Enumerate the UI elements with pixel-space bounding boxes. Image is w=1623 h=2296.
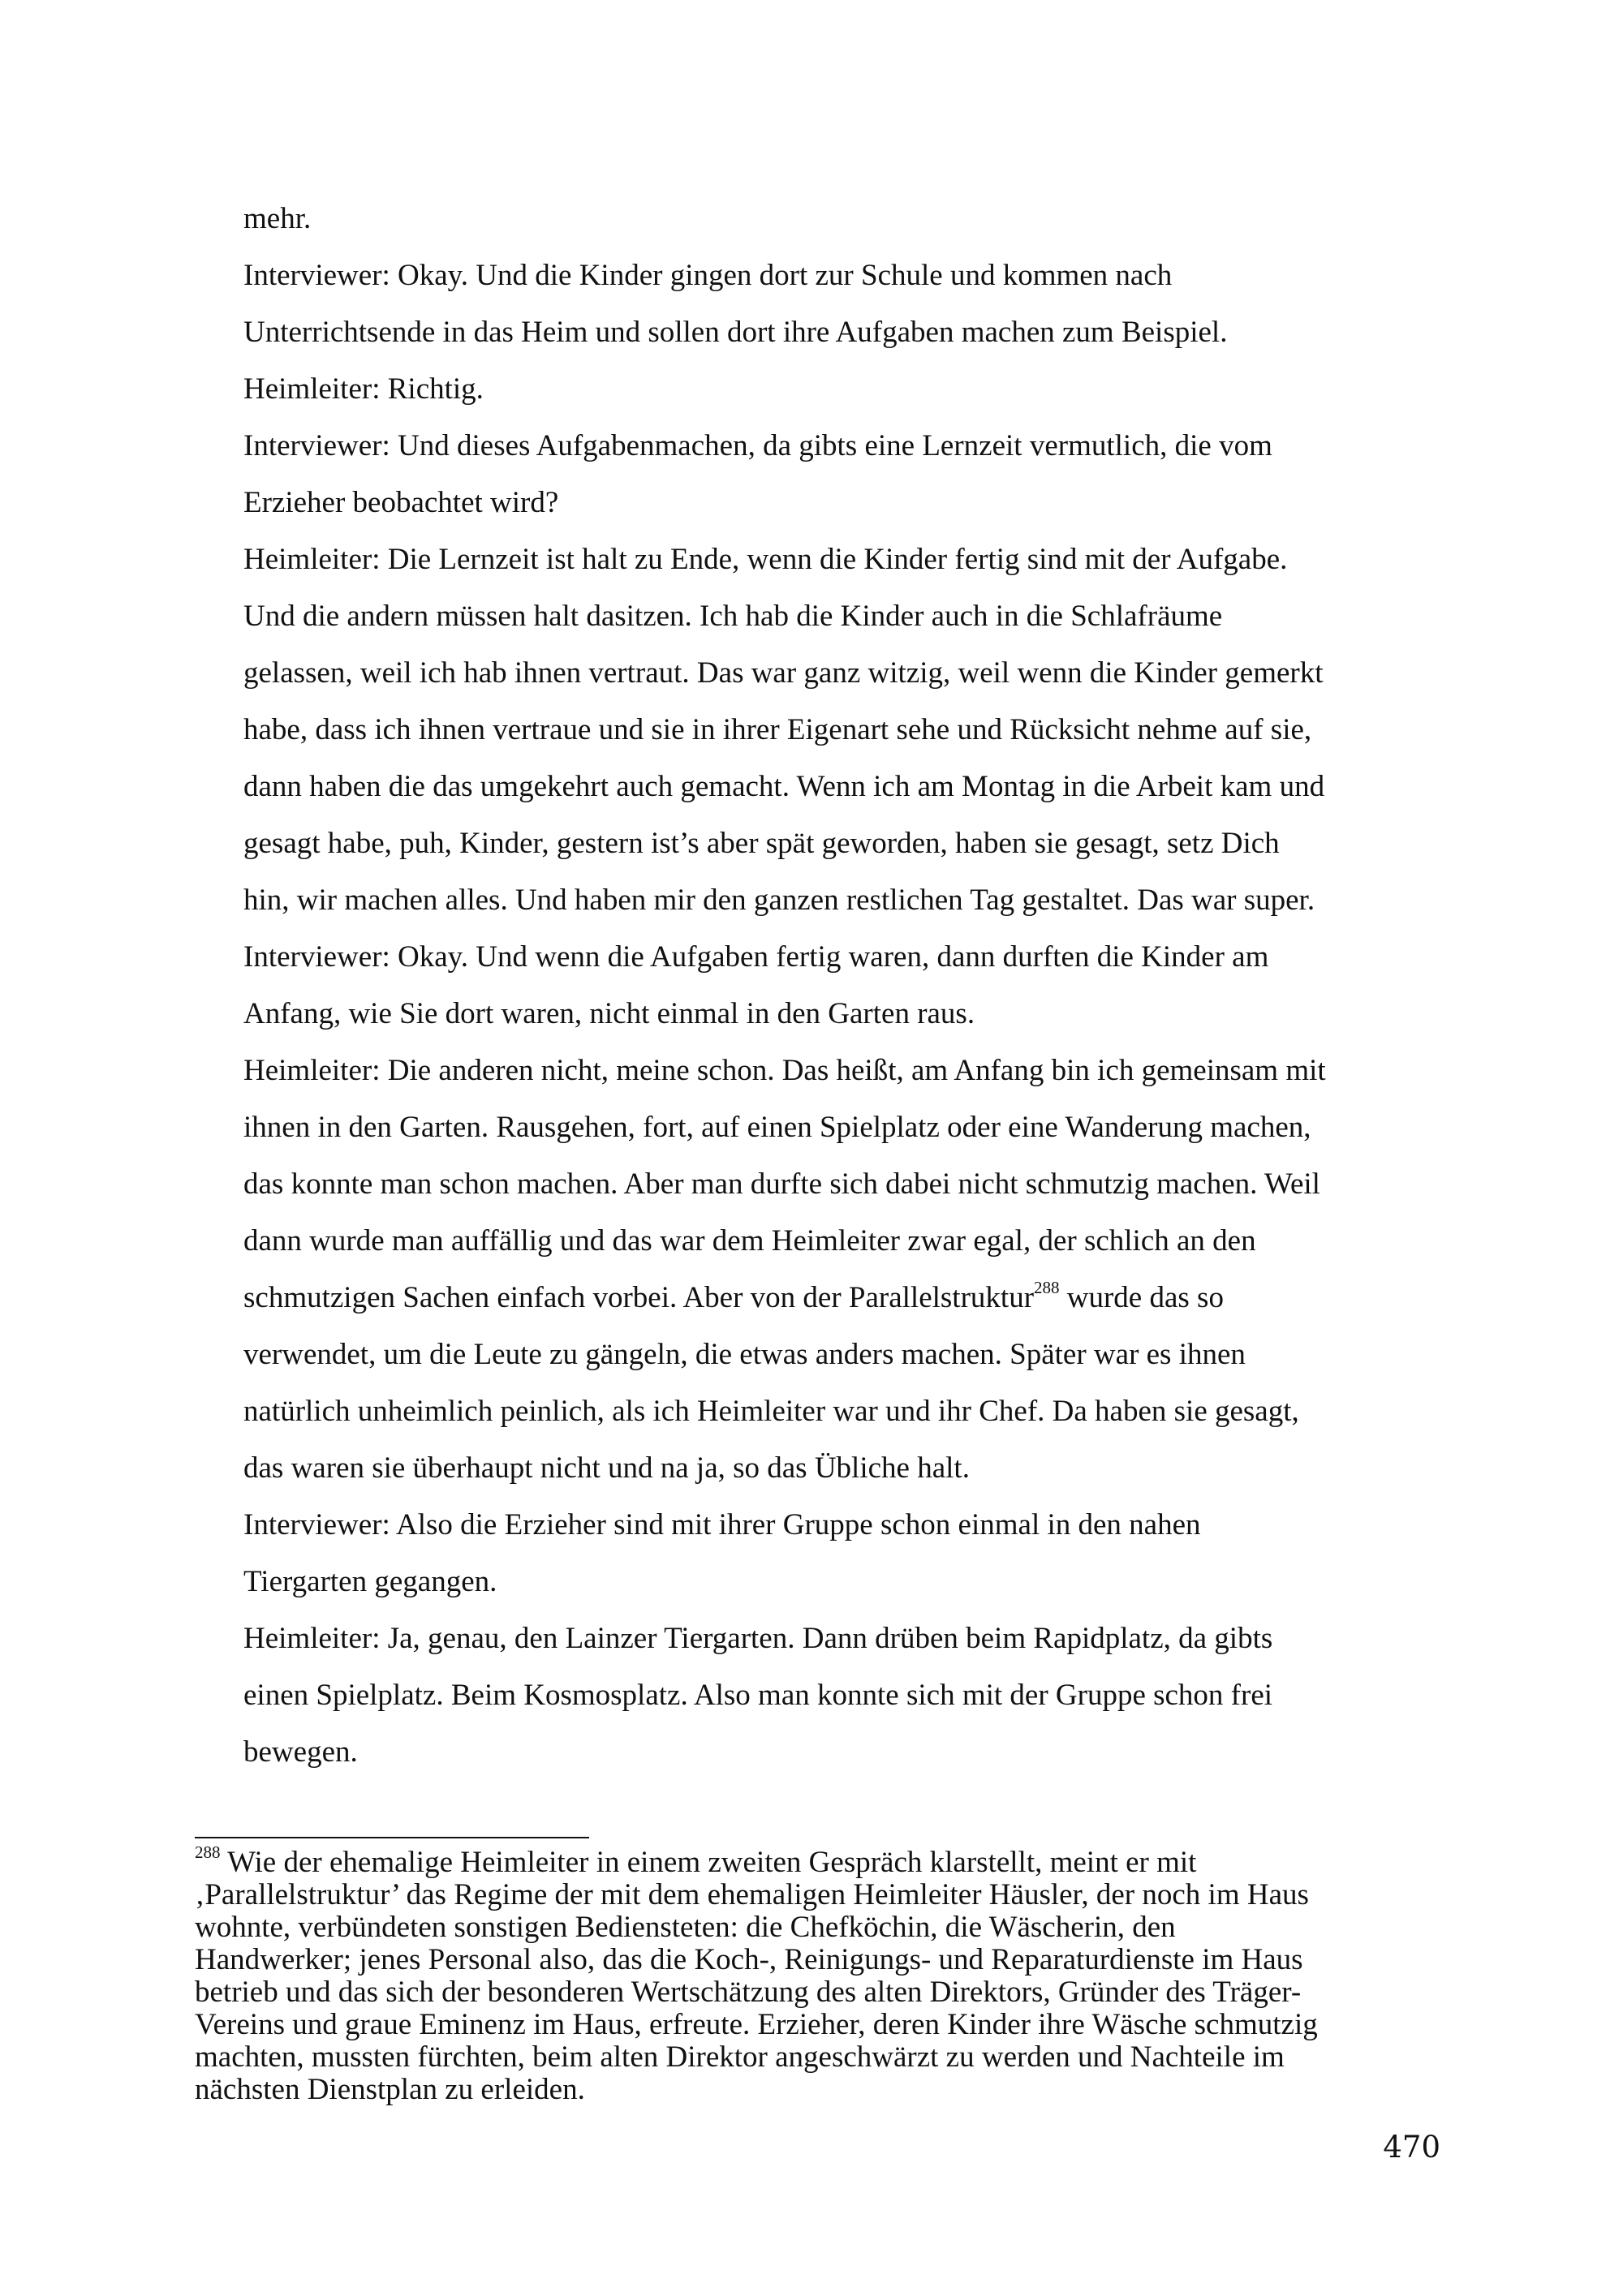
body-line: ihnen in den Garten. Rausgehen, fort, auf einen Spielplatz oder eine Wanderung machen, xyxy=(243,1111,1311,1144)
footnote-line xyxy=(195,1842,1461,1879)
body-line: gesagt habe, puh, Kinder, gestern ist’s aber spät geworden, haben sie gesagt, setz Dich xyxy=(243,827,1280,860)
body-line: Tiergarten gegangen. xyxy=(243,1565,497,1598)
body-line: Interviewer: Okay. Und wenn die Aufgaben fertig waren, dann durften die Kinder am xyxy=(243,940,1269,974)
footnote-288 xyxy=(195,1842,1461,2106)
body-line: habe, dass ich ihnen vertraue und sie in ihrer Eigenart sehe und Rücksicht nehme auf sie, xyxy=(243,713,1312,746)
footnote-line: wohnte, verbündeten sonstigen Bediensteten: die Chefköchin, die Wäscherin, den xyxy=(195,1911,1176,1944)
body-line-with-footnote-ref xyxy=(243,1270,1428,1326)
footnote-separator xyxy=(195,1837,589,1838)
body-line: bewegen. xyxy=(243,1735,358,1769)
body-line: dann wurde man auffällig und das war dem Heimleiter zwar egal, der schlich an den xyxy=(243,1224,1256,1258)
body-line: dann haben die das umgekehrt auch gemacht. Wenn ich am Montag in die Arbeit kam und xyxy=(243,770,1325,803)
body-line: Interviewer: Also die Erzieher sind mit ihrer Gruppe schon einmal in den nahen xyxy=(243,1508,1201,1541)
body-line: hin, wir machen alles. Und haben mir den ganzen restlichen Tag gestaltet. Das war super. xyxy=(243,884,1315,917)
footnote-marker: 288 xyxy=(195,1842,221,1862)
body-text-segment: schmutzigen Sachen einfach vorbei. Aber von der Parallelstruktur xyxy=(243,1281,1035,1314)
body-line: einen Spielplatz. Beim Kosmosplatz. Also man konnte sich mit der Gruppe schon frei xyxy=(243,1679,1273,1712)
footnote-text-segment: Wie der ehemalige Heimleiter in einem zweiten Gespräch klarstellt, meint er mit xyxy=(220,1846,1197,1879)
body-line: Unterrichtsende in das Heim und sollen dort ihre Aufgaben machen zum Beispiel. xyxy=(243,316,1228,349)
body-line: das konnte man schon machen. Aber man durfte sich dabei nicht schmutzig machen. Weil xyxy=(243,1167,1320,1201)
body-line: Heimleiter: Richtig. xyxy=(243,372,484,406)
footnote-line: Vereins und graue Eminenz im Haus, erfreute. Erzieher, deren Kinder ihre Wäsche schmutzig xyxy=(195,2008,1318,2041)
footnote-line: Handwerker; jenes Personal also, das die Koch-, Reinigungs- und Reparaturdienste im Haus xyxy=(195,1943,1303,1976)
body-line: Heimleiter: Die Lernzeit ist halt zu Ende, wenn die Kinder fertig sind mit der Aufgabe. xyxy=(243,543,1288,576)
body-line: Interviewer: Okay. Und die Kinder gingen dort zur Schule und kommen nach xyxy=(243,259,1173,292)
footnote-reference-288[interactable]: 288 xyxy=(1034,1277,1060,1297)
body-text-segment: wurde das so xyxy=(1059,1281,1224,1314)
body-line: verwendet, um die Leute zu gängeln, die etwas anders machen. Später war es ihnen xyxy=(243,1338,1246,1371)
body-line: natürlich unheimlich peinlich, als ich Heimleiter war und ihr Chef. Da haben sie gesagt, xyxy=(243,1395,1299,1428)
footnote-line: nächsten Dienstplan zu erleiden. xyxy=(195,2073,585,2106)
body-line: mehr. xyxy=(243,202,312,235)
body-line: das waren sie überhaupt nicht und na ja, so das Übliche halt. xyxy=(243,1451,970,1485)
body-line: Heimleiter: Die anderen nicht, meine schon. Das heißt, am Anfang bin ich gemeinsam mit xyxy=(243,1054,1326,1087)
body-line: gelassen, weil ich hab ihnen vertraut. Das war ganz witzig, weil wenn die Kinder gemerkt xyxy=(243,656,1324,690)
body-line: Und die andern müssen halt dasitzen. Ich hab die Kinder auch in die Schlafräume xyxy=(243,600,1223,633)
body-line: Anfang, wie Sie dort waren, nicht einmal in den Garten raus. xyxy=(243,997,975,1030)
footnote-line: machten, mussten fürchten, beim alten Direktor angeschwärzt zu werden und Nachteile im xyxy=(195,2040,1285,2074)
body-line: Interviewer: Und dieses Aufgabenmachen, da gibts eine Lernzeit vermutlich, die vom xyxy=(243,429,1272,462)
body-line: Heimleiter: Ja, genau, den Lainzer Tiergarten. Dann drüben beim Rapidplatz, da gibts xyxy=(243,1622,1273,1655)
body-line: Erzieher beobachtet wird? xyxy=(243,486,559,519)
page-number: 470 xyxy=(1383,2130,1440,2165)
footnote-line: betrieb und das sich der besonderen Wertschätzung des alten Direktors, Gründer des Träger- xyxy=(195,1976,1302,2009)
footnote-line: ‚Parallelstruktur’ das Regime der mit dem ehemaligen Heimleiter Häusler, der noch im Haus xyxy=(195,1878,1309,1911)
interview-transcript xyxy=(243,191,1428,1781)
